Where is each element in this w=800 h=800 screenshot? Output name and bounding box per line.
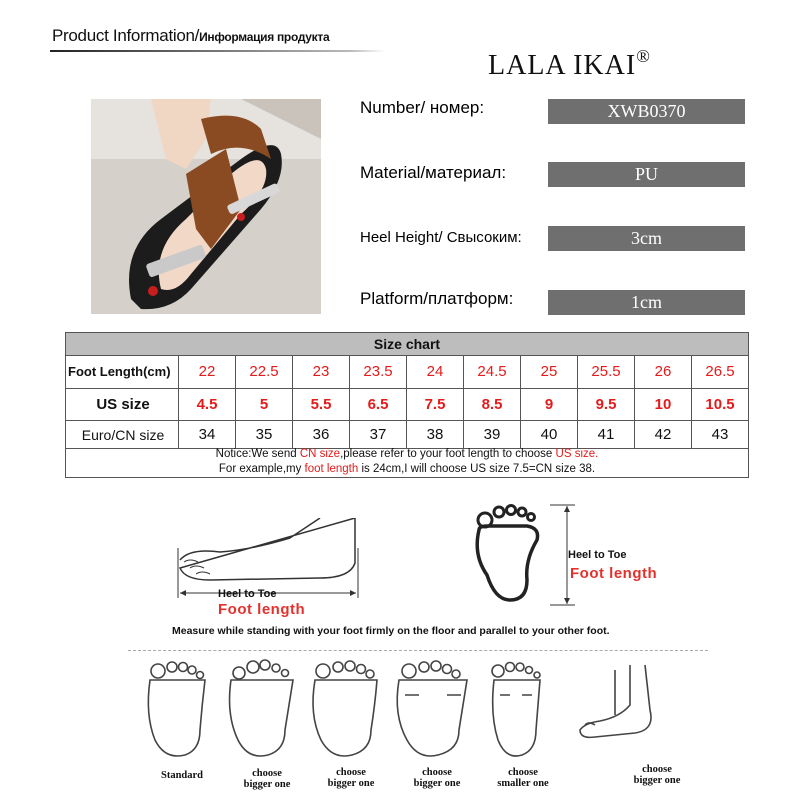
foot-length-cell: 26.5	[705, 363, 735, 380]
row-label-us-size: US size	[66, 389, 179, 420]
measure-instruction: Measure while standing with your foot firmly on the floor and parallel to your other foot.	[172, 625, 610, 637]
notice-text: ,please refer to your foot length to choose	[340, 448, 556, 460]
foot-type-label-5	[482, 767, 564, 789]
spec-value-material: PU	[548, 162, 745, 187]
us-size-cell: 9	[521, 389, 578, 420]
notice-us-size: US size.	[555, 448, 599, 460]
heading-en: Product Information/	[52, 26, 200, 45]
registered-mark: ®	[636, 46, 651, 66]
us-size-cell: 7.5	[407, 389, 464, 420]
foot-types-illustration	[135, 655, 715, 765]
us-size-cell: 4.5	[179, 389, 236, 420]
example-text: is 24cm,I will choose US size 7.5=CN size 38.	[358, 463, 596, 475]
foot-type-2-line2: bigger one	[243, 779, 291, 790]
guide-divider	[128, 650, 708, 652]
spec-label-platform: Platform/платформ:	[360, 289, 514, 308]
foot-type-4-line2: bigger one	[413, 778, 461, 789]
foot-length-cell: 22.5	[236, 355, 293, 388]
foot-type-label-1	[143, 770, 221, 781]
foot-length-cell: 23	[293, 355, 350, 388]
spec-value-heel-height: 3cm	[548, 226, 745, 251]
foot-length-cell: 23.5	[350, 355, 407, 388]
notice-cn-size: CN size	[299, 448, 341, 460]
row-foot-length	[66, 355, 748, 389]
heel-to-toe-label: Heel to Toe	[218, 588, 277, 600]
foot-length-cell: 24.5	[464, 355, 521, 388]
euro-size-cell: 37	[350, 421, 407, 448]
foot-length-cell: 24	[407, 355, 464, 388]
foot-length-label-2: Foot length	[570, 565, 658, 582]
us-size-cell: 5.5	[293, 389, 350, 420]
euro-size-cell: 36	[293, 421, 350, 448]
euro-size-cell: 42	[635, 421, 692, 448]
foot-type-1-line1: Standard	[160, 770, 203, 781]
foot-type-4-line1: choose	[422, 767, 452, 778]
foot-type-6-line1: choose	[642, 764, 672, 775]
row-euro-cn-size	[66, 421, 748, 449]
us-size-cell: 8.5	[464, 389, 521, 420]
foot-length-cell: 22	[179, 355, 236, 388]
foot-type-3-line2: bigger one	[327, 778, 375, 789]
size-chart-title: Size chart	[66, 333, 748, 356]
row-label-euro-cn-size: Euro/CN size	[66, 421, 179, 448]
foot-type-3-line1: choose	[336, 767, 366, 778]
euro-size-cell: 38	[407, 421, 464, 448]
foot-type-label-2	[228, 768, 306, 790]
foot-type-5-line1: choose	[508, 767, 538, 778]
euro-size-cell: 39	[464, 421, 521, 448]
foot-length-label: Foot length	[218, 601, 306, 618]
foot-type-label-6	[618, 764, 696, 786]
size-example	[66, 463, 748, 475]
product-info-heading	[52, 26, 329, 46]
spec-value-number: XWB0370	[548, 99, 745, 124]
brand-name: LALA IKAI	[488, 50, 637, 81]
us-size-cell: 10	[635, 389, 692, 420]
heading-underline	[50, 50, 385, 52]
euro-size-cell: 43	[711, 426, 729, 443]
spec-label-number: Number/ номер:	[360, 98, 485, 117]
foot-length-cell: 25	[521, 355, 578, 388]
foot-type-2-line1: choose	[252, 768, 282, 779]
size-chart	[65, 332, 749, 478]
euro-size-cell: 34	[179, 421, 236, 448]
example-foot-length: foot length	[304, 463, 359, 475]
spec-label-heel-height: Heel Height/ Свысоким:	[360, 229, 522, 246]
euro-size-cell: 40	[521, 421, 578, 448]
row-label-foot-length: Foot Length(cm)	[66, 355, 179, 388]
foot-type-label-3	[312, 767, 390, 789]
us-size-cell: 6.5	[350, 389, 407, 420]
size-notice	[66, 448, 748, 460]
us-size-cell: 9.5	[578, 389, 635, 420]
product-photo	[91, 99, 321, 314]
us-size-cell: 10.5	[705, 396, 735, 413]
foot-type-5-line2: smaller one	[497, 778, 549, 789]
foot-type-label-4	[398, 767, 476, 789]
notice-text: Notice:We send	[215, 448, 300, 460]
spec-value-platform: 1cm	[548, 290, 745, 315]
example-text: For example,my	[218, 463, 305, 475]
euro-size-cell: 35	[236, 421, 293, 448]
spec-label-material: Material/материал:	[360, 163, 507, 182]
brand-logo	[488, 46, 651, 82]
foot-length-cell: 26	[635, 355, 692, 388]
foot-type-6-line2: bigger one	[633, 775, 681, 786]
euro-size-cell: 41	[578, 421, 635, 448]
heading-ru: Информация продукта	[199, 30, 330, 44]
foot-length-cell: 25.5	[578, 355, 635, 388]
us-size-cell: 5	[236, 389, 293, 420]
row-us-size	[66, 389, 748, 421]
heel-to-toe-label-2: Heel to Toe	[568, 549, 627, 561]
